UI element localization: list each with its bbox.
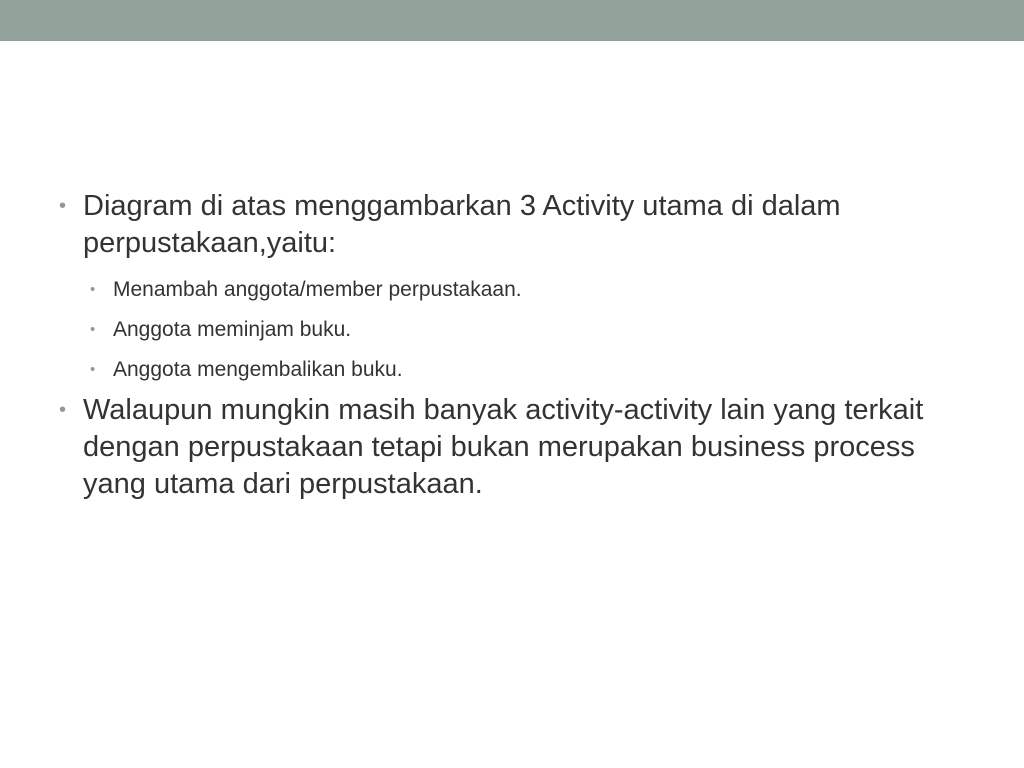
top-color-band <box>0 0 1024 41</box>
slide-body <box>57 188 957 503</box>
bullet-dot-icon: • <box>90 361 96 378</box>
bullet-dot-icon: • <box>59 399 67 421</box>
bullet-dot-icon: • <box>90 281 96 298</box>
sub-bullet-list <box>57 276 957 384</box>
bullet-point-1 <box>57 188 957 262</box>
sub-bullet-3-text: Anggota mengembalikan buku. <box>113 358 403 381</box>
bullet-dot-icon: • <box>59 195 67 217</box>
sub-bullet-3 <box>57 356 957 384</box>
sub-bullet-1 <box>57 276 957 304</box>
bullet-point-2 <box>57 392 957 503</box>
sub-bullet-2-text: Anggota meminjam buku. <box>113 318 352 341</box>
sub-bullet-2 <box>57 316 957 344</box>
bullet-point-2-text: Walaupun mungkin masih banyak activity-activity lain yang terkait dengan perpustakaan tetapi bukan merupakan business process yang utama dari perpustakaan. <box>83 394 924 500</box>
sub-bullet-1-text: Menambah anggota/member perpustakaan. <box>113 278 522 301</box>
bullet-point-1-text: Diagram di atas menggambarkan 3 Activity utama di dalam perpustakaan,yaitu: <box>83 190 841 259</box>
bullet-dot-icon: • <box>90 321 96 338</box>
